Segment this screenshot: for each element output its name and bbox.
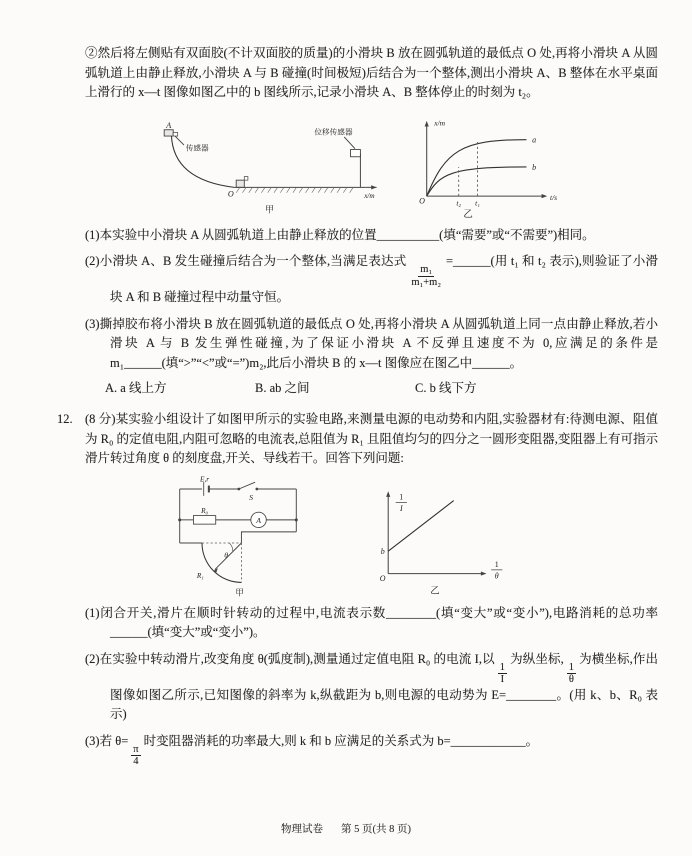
x-axis-fraction-label	[491, 560, 502, 580]
q11-sub3: (3)撕掉胶布将小滑块 B 放在圆弧轨道的最低点 O 处,再将小滑块 A 从圆弧轨道上同一点由静止释放,若小滑块 A 与 B 发生弹性碰撞,为了保证小滑块 A 不反弹且速度不为 0,应满足的条件是 m₁______(填“>”“<”或“=”)m₂,此后小滑块 B 的 x—t 图像应在图乙中______。	[85, 316, 658, 370]
x-axis-arrowhead	[481, 571, 487, 575]
q11-sub2: (2)小滑块 A、B 发生碰撞后结合为一个整体,当满足表达式 $\frac{\text{m₁}}{\text{m₁+m₂}}$ =______(用 t₁ 和 t₂ 表示),则验证了小滑块 A 和 B 碰撞过程中动量守恒。	[85, 254, 658, 305]
q11-figures	[157, 113, 658, 219]
slider-b-block	[236, 180, 244, 187]
switch-label: S	[249, 492, 254, 502]
x-fraction-denominator: θ	[494, 570, 499, 580]
sensor-label: 传感器	[185, 142, 209, 152]
q12-circuit-figure	[152, 474, 324, 597]
origin-label: O	[419, 196, 425, 206]
q12-intro: (8 分)某实验小组设计了如图甲所示的实验电路,来测量电源的电动势和内阻,实验器材有:待测电源、阻值为 R₀ 的定值电阻,内阻可忽略的电流表,总阻值为 R₁ 且阻值均匀的四分之一圆形变阻器,变阻器上有可指示滑片转过角度 θ 的刻度盘,开关、导线若干。回答下列问题:	[85, 412, 658, 466]
y-axis-arrowhead	[386, 491, 390, 497]
q12-number: 12.	[57, 412, 73, 427]
q11-sub1: (1)本实验中小滑块 A 从圆弧轨道上由静止释放的位置__________(填“需要”或“不需要”)相同。	[85, 227, 595, 242]
footer-page-number: 第 5 页(共 8 页)	[341, 824, 411, 835]
origin-o-label: O	[227, 188, 234, 198]
figure-yi-caption: 乙	[463, 209, 473, 220]
displacement-sensor-leader	[344, 136, 355, 148]
slider-a-block	[164, 129, 173, 135]
wiper-feed-wire	[241, 531, 296, 542]
figure-yi-caption: 乙	[430, 585, 440, 596]
curve-a	[427, 139, 527, 195]
y-axis-label: x/m	[434, 118, 446, 128]
theta-label: θ	[224, 550, 229, 560]
figure-jia-caption: 甲	[235, 586, 245, 597]
option-b: B. ab 之间	[255, 381, 310, 396]
resistor-r0-label: R₀	[201, 506, 209, 515]
option-c: C. b 线下方	[415, 381, 477, 396]
y-fraction-denominator: I	[399, 503, 403, 513]
curve-b	[427, 166, 527, 195]
ammeter-label: A	[256, 515, 261, 525]
footer-exam-title: 物理试卷	[281, 824, 323, 835]
origin-label: O	[379, 573, 386, 583]
slider-a-label: A	[166, 120, 172, 130]
q11-xt-graph-figure	[406, 113, 566, 219]
data-line	[388, 500, 454, 551]
curve-a-label: a	[532, 134, 537, 144]
curve-b-label: b	[532, 162, 537, 172]
x-axis-arrowhead	[371, 185, 376, 189]
rheostat-r1-label: R₁	[196, 571, 204, 580]
sensor-box	[173, 132, 178, 136]
x-axis-label: x/m	[364, 191, 375, 200]
theta-angle-arc	[229, 543, 232, 552]
displacement-sensor-label: 位移传感器	[314, 126, 353, 136]
q11-apparatus-figure	[157, 117, 382, 219]
slider-b-tape	[244, 176, 248, 180]
resistor-r0-box	[193, 515, 215, 524]
y-axis-fraction-label	[396, 492, 407, 512]
t2-tick-label: t₂	[456, 198, 462, 208]
q12-intro-row	[57, 410, 658, 469]
t1-tick-label: t₁	[475, 198, 480, 208]
q12-graph-figure	[360, 480, 510, 597]
battery-label: E,r	[200, 474, 210, 483]
wiper-arm	[215, 543, 242, 570]
q12-subquestions	[85, 604, 658, 768]
x-fraction-numerator: 1	[494, 559, 499, 569]
figure-jia-caption: 甲	[264, 204, 275, 215]
q12-sub2: (2)在实验中转动滑片,改变角度 θ(弧度制),测量通过定值电阻 R₀ 的电流 I,以 $\frac{1}{I}$ 为纵坐标, $\frac{1}{\theta}$ 为横坐标,作出图像如图乙所示,已知图像的斜率为 k,纵截距为 b,则电源的电动势为 E=________。(用 k、b、R₀ 表示)	[85, 651, 658, 722]
intercept-b-label: b	[380, 546, 385, 556]
switch-lever	[239, 482, 255, 489]
x-axis-arrowhead	[542, 194, 548, 198]
displacement-sensor-box	[351, 149, 361, 156]
q12-figures	[152, 474, 658, 597]
q11-step2-paragraph: ②然后将左侧贴有双面胶(不计双面胶的质量)的小滑块 B 放在圆弧轨道的最低点 O 处,再将小滑块 A 从圆弧轨道上由静止释放,小滑块 A 与 B 碰撞(时间极短)后结合为一个整体,测出小滑块 A、B 整体在水平桌面上滑行的 x—t 图像如图乙中的 b 图线所示,记录小滑块 A、B 整体停止的时刻为 t₂。	[85, 46, 658, 99]
page-footer	[0, 821, 692, 836]
table-hatching	[236, 187, 353, 192]
question-12-section	[57, 410, 658, 768]
y-fraction-numerator: 1	[399, 492, 404, 502]
question-11-section	[85, 44, 658, 398]
q11-options	[105, 379, 658, 398]
option-a: A. a 线上方	[105, 381, 167, 396]
q12-sub3: (3)若 θ= $\frac{\pi}{4}$ 时变阻器消耗的功率最大,则 k 和 b 应满足的关系式为 b=____________。	[85, 733, 539, 768]
q12-sub1: (1)闭合开关,滑片在顺时针转动的过程中,电流表示数________(填“变大”或“变小”),电路消耗的总功率______(填“变大”或“变小”)。	[85, 605, 658, 640]
sensor-leader-line	[175, 136, 184, 145]
y-axis-arrowhead	[425, 120, 429, 126]
x-axis-label: t/s	[550, 192, 558, 202]
